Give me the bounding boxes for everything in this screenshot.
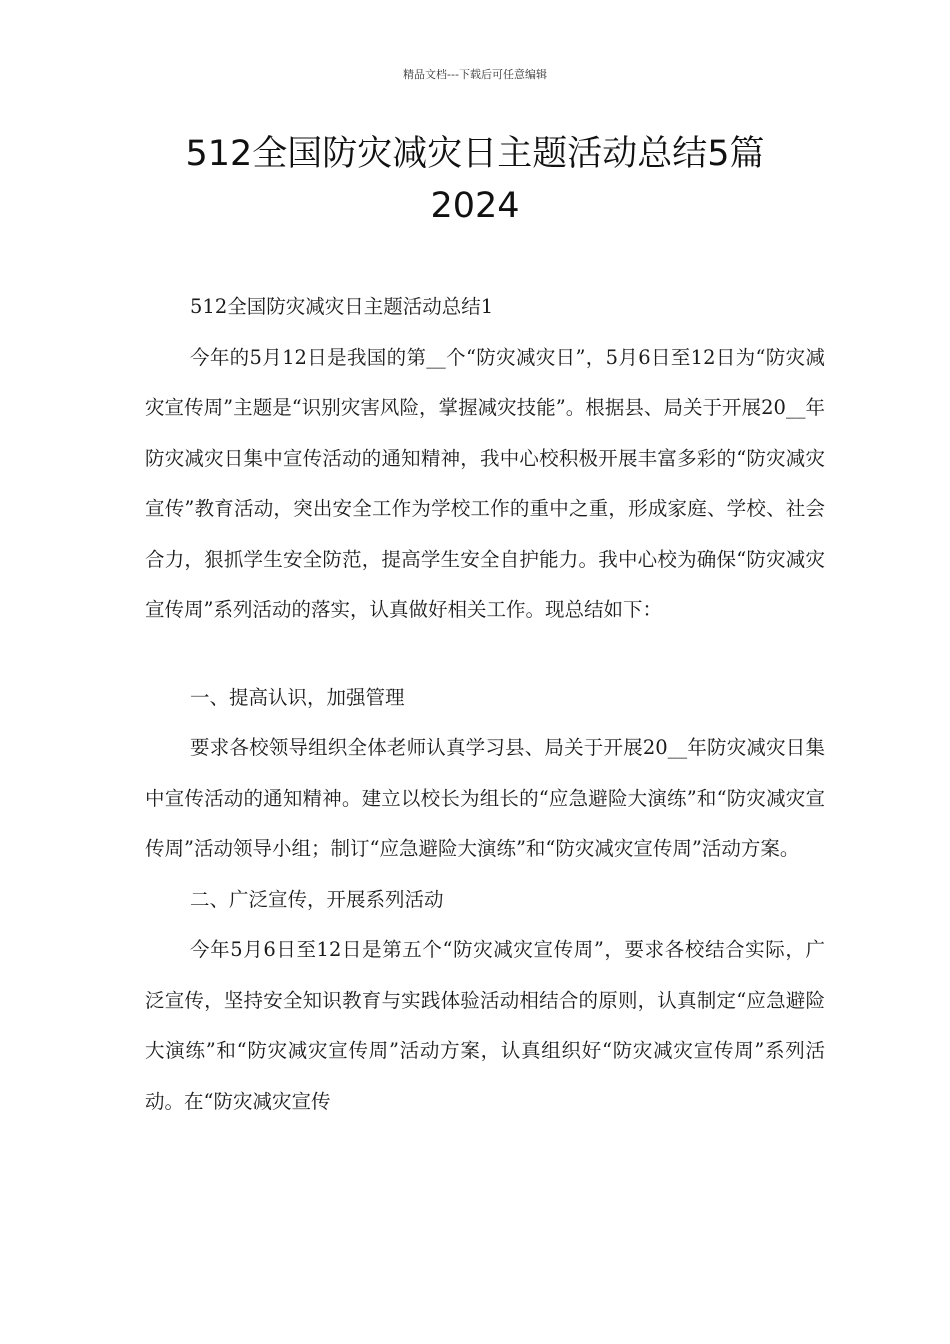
section-paragraph-2: 今年5月6日至12日是第五个“防灾减灾宣传周”，要求各校结合实际，广泛宣传，坚持安全知识教育与实践体验活动相结合的原则，认真制定“应急避险大演练”和“防灾减灾宣传周”活动方案，认真组织好“防灾减灾宣传周”系列活动。在“防灾减灾宣传 (145, 938, 825, 1113)
intro-paragraph: 今年的5月12日是我国的第__个“防灾减灾日”，5月6日至12日为“防灾减灾宣传周”主题是“识别灾害风险，掌握减灾技能”。根据县、局关于开展20__年防灾减灾日集中宣传活动的通知精神，我中心校积极开展丰富多彩的“防灾减灾宣传”教育活动，突出安全工作为学校工作的重中之重，形成家庭、学校、社会合力，狠抓学生安全防范，提高学生安全自护能力。我中心校为确保“防灾减灾宣传周”系列活动的落实，认真做好相关工作。现总结如下： (145, 345, 825, 621)
section-heading-1: 一、提高认识，加强管理 (190, 685, 405, 709)
header-note: 精品文档---下载后可任意编辑 (403, 68, 547, 81)
article-heading: 512全国防灾减灾日主题活动总结1 (190, 295, 494, 318)
title-line-2: 2024 (430, 186, 520, 226)
section-paragraph-1: 要求各校领导组织全体老师认真学习县、局关于开展20__年防灾减灾日集中宣传活动的通知精神。建立以校长为组长的“应急避险大演练”和“防灾减灾宣传周”活动领导小组；制订“应急避险大演练”和“防灾减灾宣传周”活动方案。 (145, 736, 825, 860)
paragraph-gap (145, 636, 825, 673)
document-body (145, 282, 825, 1127)
section-heading-2: 二、广泛宣传，开展系列活动 (190, 887, 444, 911)
title-line-1: 512全国防灾减灾日主题活动总结5篇 (185, 134, 765, 174)
page-title (120, 128, 830, 232)
